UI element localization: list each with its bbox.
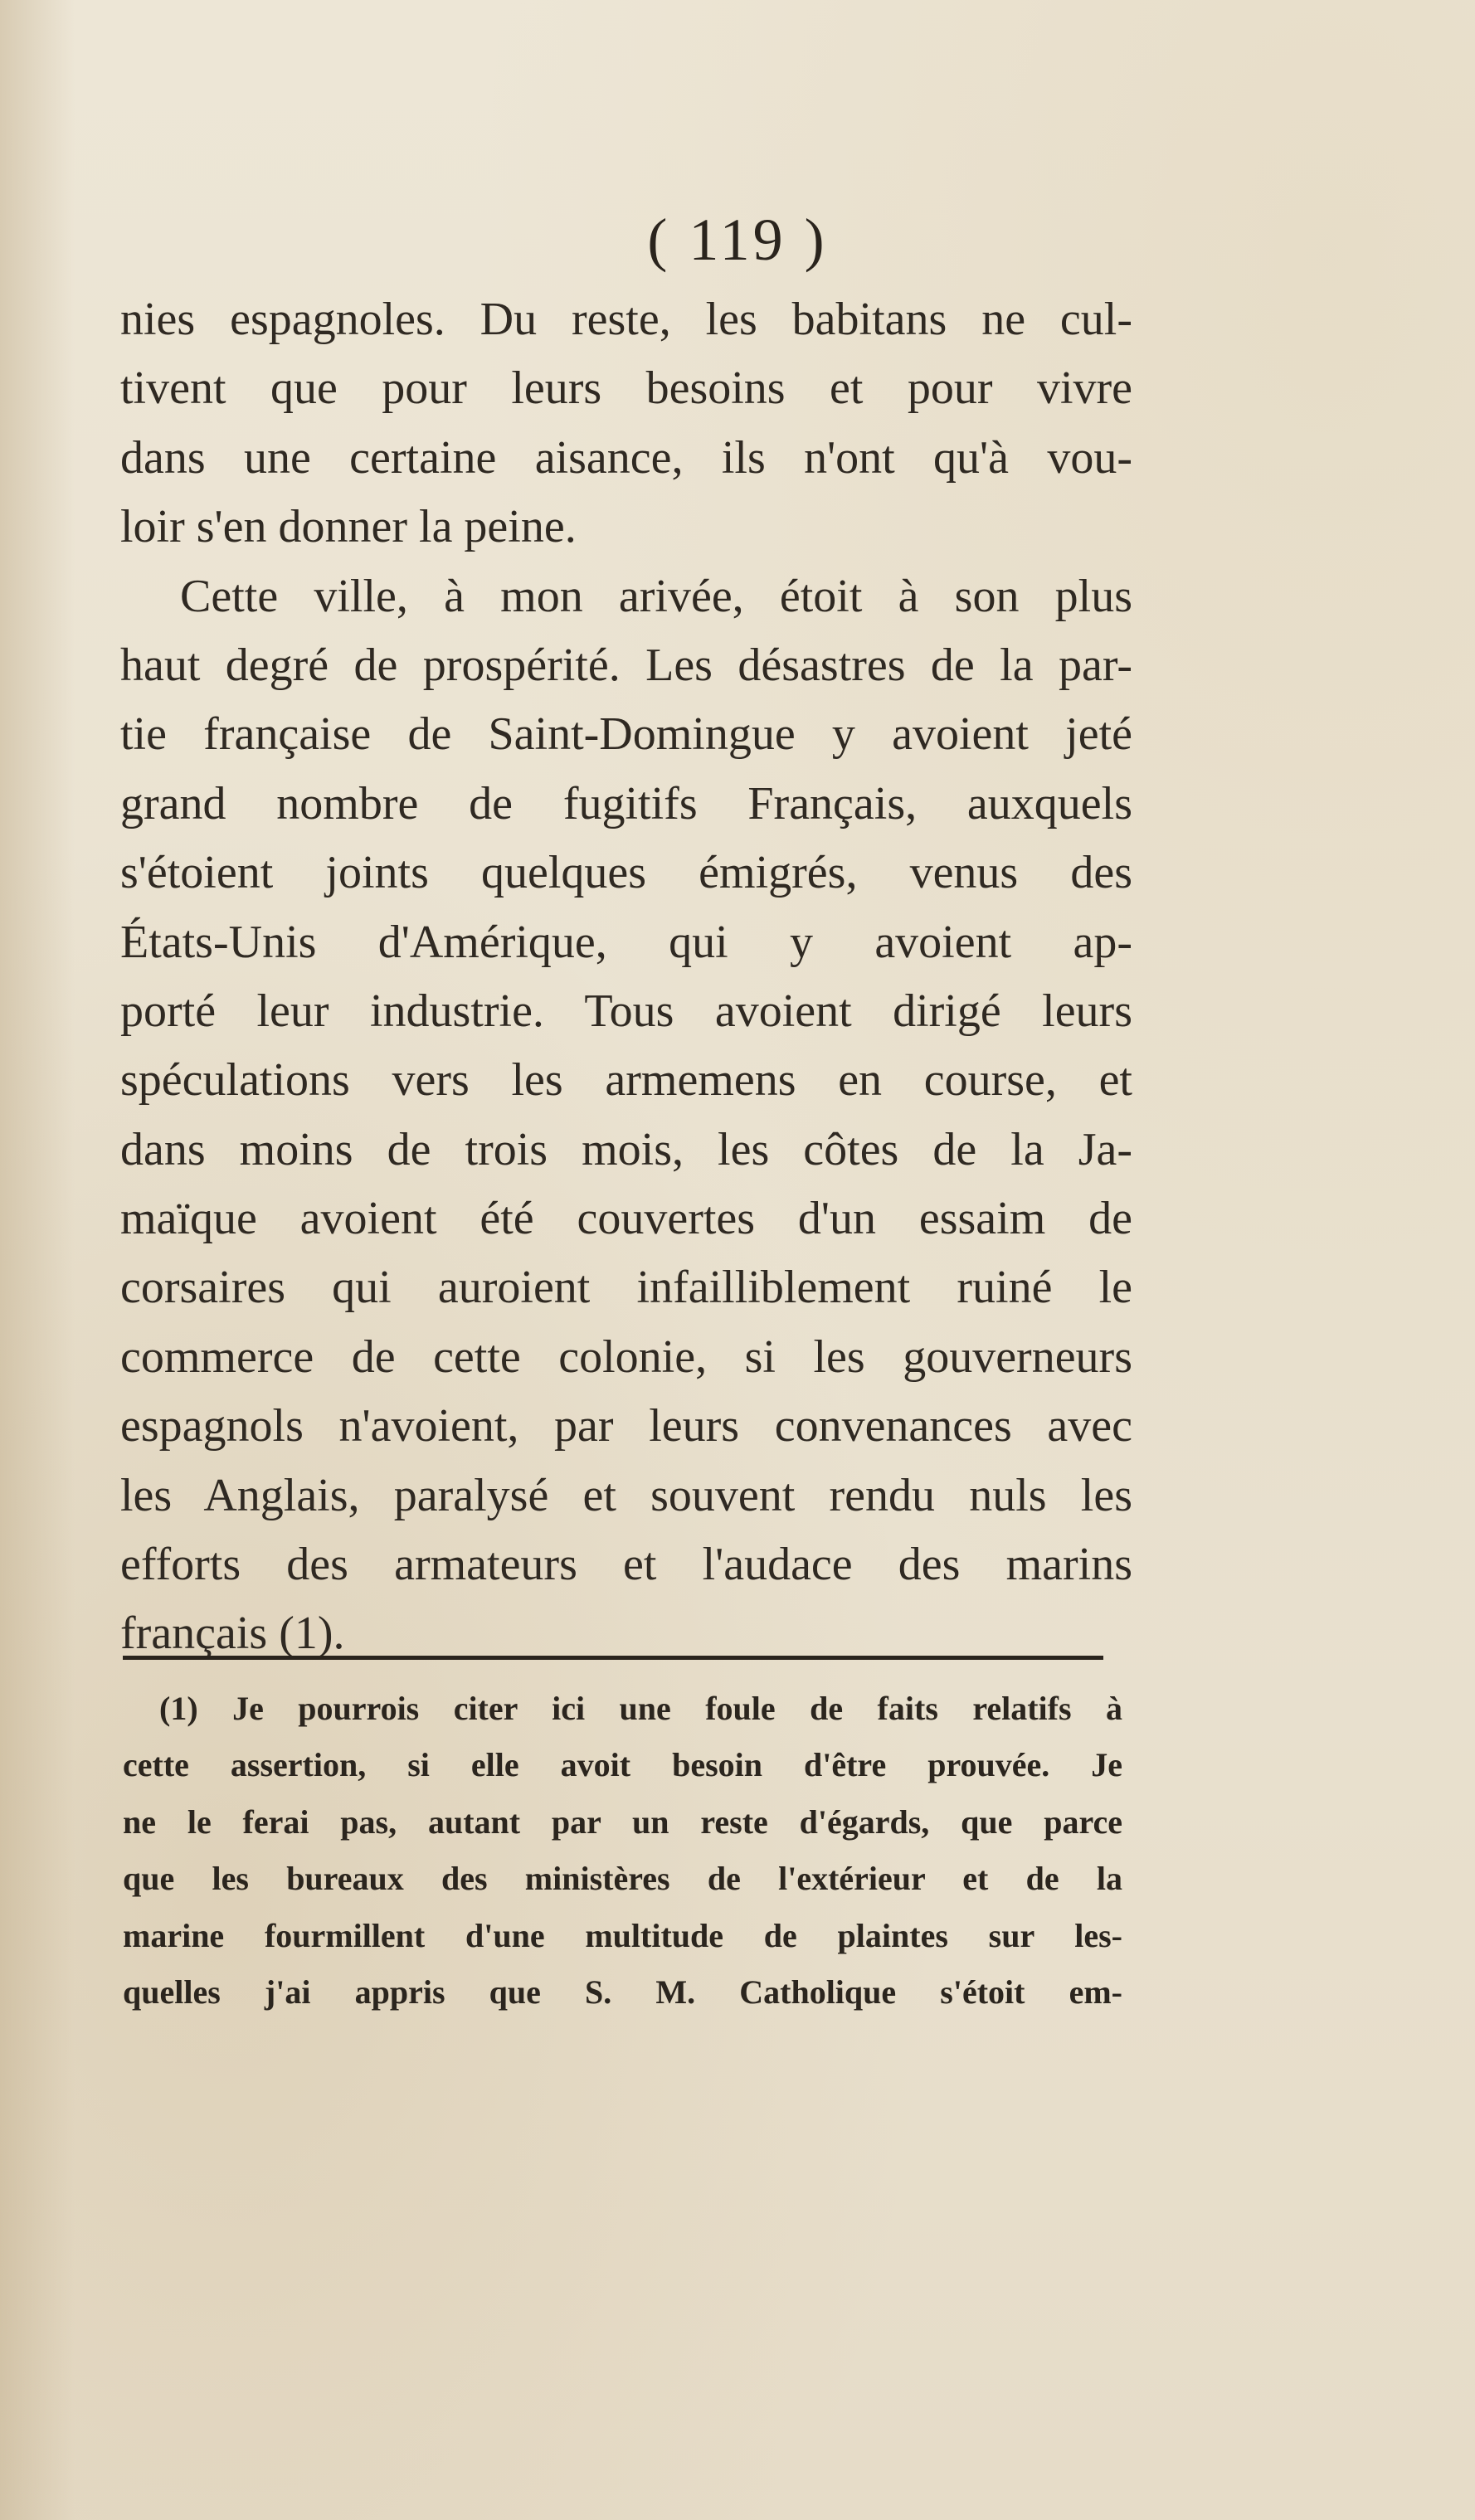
body-line: efforts des armateurs et l'audace des marins (120, 1539, 1132, 1591)
body-line: nies espagnoles. Du reste, les babitans ne cul- (120, 294, 1132, 345)
footnote-line: (1) Je pourrois citer ici une foule de faits relatifs à (159, 1690, 1122, 1727)
body-line: dans une certaine aisance, ils n'ont qu'à vou- (120, 431, 1132, 484)
footnote (123, 1681, 1122, 2021)
gutter-shadow (0, 0, 75, 2520)
body-line: s'étoient joints quelques émigrés, venus des (120, 847, 1132, 899)
body-line: États-Unis d'Amérique, qui y avoient ap- (120, 916, 1132, 968)
body-paragraphs (120, 285, 1132, 1669)
body-line: loir s'en donner la peine. (120, 501, 577, 553)
body-line: haut degré de prospérité. Les désastres de la par- (120, 639, 1132, 691)
body-line: corsaires qui auroient infailliblement ruiné le (120, 1262, 1132, 1314)
footnote-line: cette assertion, si elle avoit besoin d'être prouvée. Je (123, 1746, 1122, 1784)
body-line: spéculations vers les armemens en course, et (120, 1054, 1132, 1107)
footnote-line: quelles j'ai appris que S. M. Catholique s'étoit em- (123, 1973, 1122, 2011)
footnote-line: ne le ferai pas, autant par un reste d'égards, que parce (123, 1802, 1122, 1841)
body-line: français (1). (120, 1608, 345, 1660)
body-line: grand nombre de fugitifs Français, auxquels (120, 777, 1132, 829)
page-number: ( 119 ) (647, 207, 828, 273)
body-line: espagnols n'avoient, par leurs convenances avec (120, 1400, 1132, 1452)
footnote-rule (123, 1656, 1103, 1660)
body-line: tivent que pour leurs besoins et pour vivre (120, 362, 1132, 415)
footnote-line: marine fourmillent d'une multitude de plaintes sur les- (123, 1916, 1122, 1954)
body-line: Cette ville, à mon arivée, étoit à son plus (180, 570, 1132, 622)
body-line: dans moins de trois mois, les côtes de la Ja- (120, 1123, 1132, 1175)
body-line: maïque avoient été couvertes d'un essaim de (120, 1193, 1132, 1245)
body-line: tie française de Saint-Domingue y avoient jeté (120, 708, 1132, 761)
body-line: commerce de cette colonie, si les gouverneurs (120, 1331, 1132, 1383)
body-line: porté leur industrie. Tous avoient dirigé leurs (120, 985, 1132, 1037)
footnote-line: que les bureaux des ministères de l'extérieur et de la (123, 1860, 1122, 1898)
body-line: les Anglais, paralysé et souvent rendu nuls les (120, 1469, 1132, 1521)
